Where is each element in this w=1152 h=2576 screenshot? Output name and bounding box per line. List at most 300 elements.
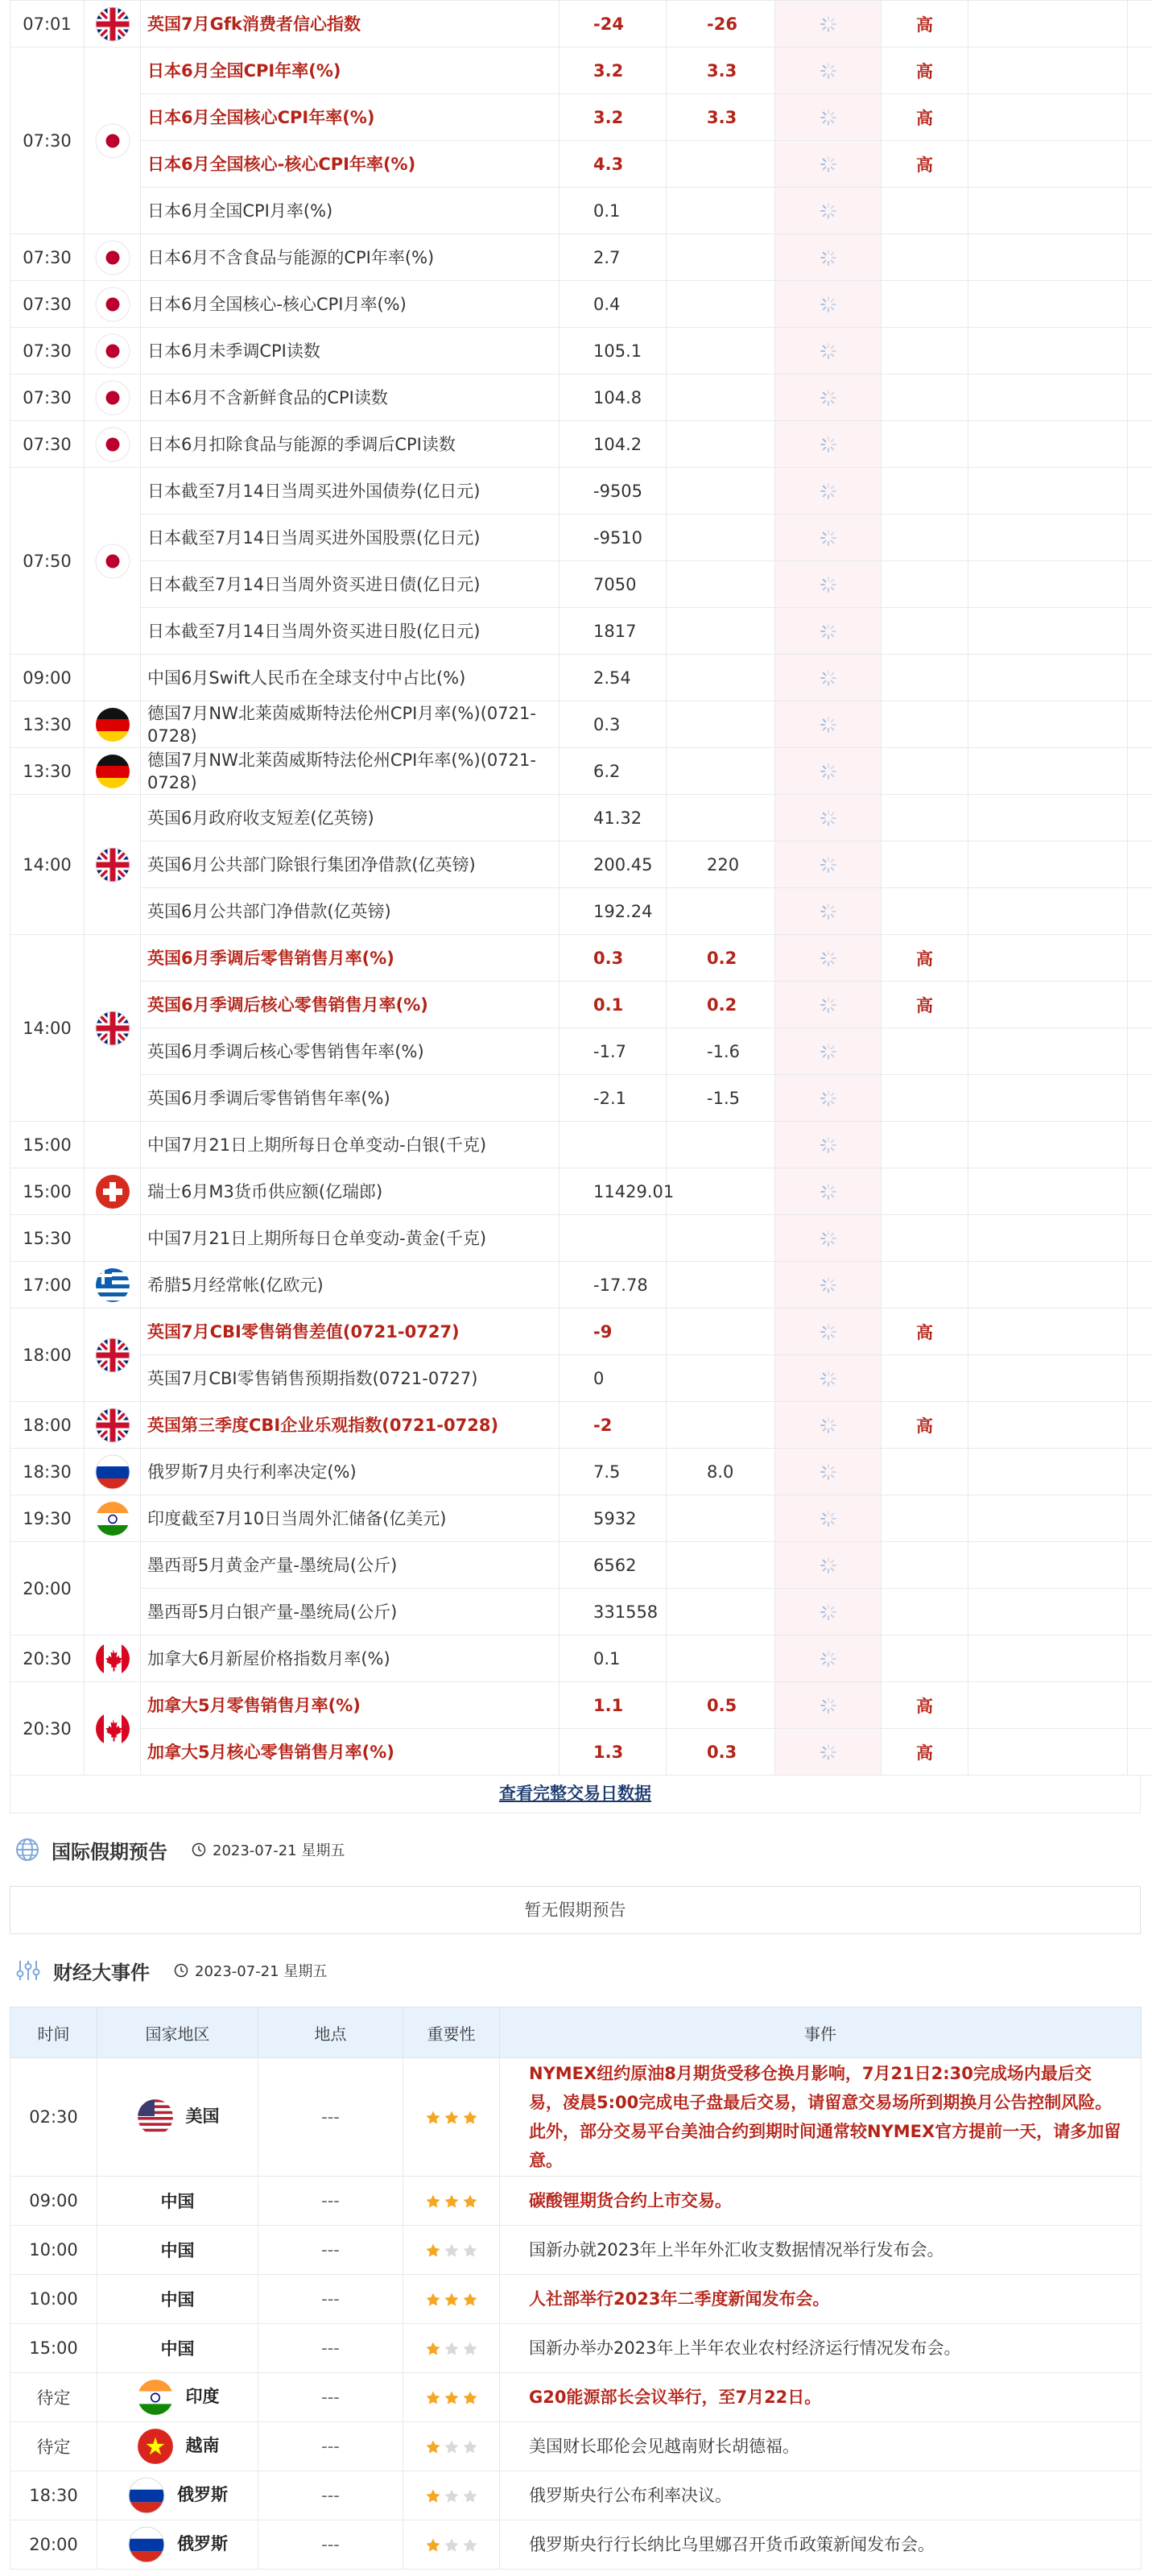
importance-stars xyxy=(425,2110,478,2126)
published-value xyxy=(775,1682,882,1729)
calendar-row xyxy=(10,374,1152,421)
previous-value: 104.8 xyxy=(559,374,667,421)
calendar-row xyxy=(10,141,1152,188)
chart-cell[interactable] xyxy=(1128,468,1152,515)
forecast-value xyxy=(667,655,775,701)
published-value xyxy=(775,1495,882,1542)
star-icon xyxy=(462,2243,478,2259)
calendar-row xyxy=(10,328,1152,374)
event-country xyxy=(97,2177,258,2226)
previous-value xyxy=(559,1215,667,1262)
importance-label xyxy=(882,1262,968,1309)
indicator-name[interactable]: 希腊5月经常帐(亿欧元) xyxy=(141,1262,559,1309)
published-value xyxy=(775,1262,882,1309)
previous-value: 104.2 xyxy=(559,421,667,468)
calendar-row xyxy=(10,935,1152,982)
indicator-name[interactable]: 英国7月Gfk消费者信心指数 xyxy=(141,1,559,48)
loading-icon xyxy=(819,341,838,361)
previous-value: 192.24 xyxy=(559,888,667,935)
event-description[interactable]: 碳酸锂期货合约上市交易。 xyxy=(500,2177,1142,2226)
loading-icon xyxy=(819,201,838,221)
chart-cell[interactable] xyxy=(1128,748,1152,795)
importance-label xyxy=(882,468,968,515)
chart-cell[interactable] xyxy=(1128,701,1152,748)
indicator-name[interactable]: 英国7月CBI零售销售差值(0721-0727) xyxy=(141,1309,559,1355)
flag-uk-icon xyxy=(94,854,131,874)
country-flag xyxy=(85,1495,141,1542)
previous-value: 0.1 xyxy=(559,188,667,234)
indicator-name[interactable]: 中国6月Swift人民币在全球支付中占比(%) xyxy=(141,655,559,701)
chart-cell[interactable] xyxy=(1128,48,1152,94)
chart-cell[interactable] xyxy=(1128,888,1152,935)
chart-cell[interactable] xyxy=(1128,515,1152,561)
interpretation-cell xyxy=(968,795,1128,841)
chart-cell[interactable] xyxy=(1128,1,1152,48)
forecast-value xyxy=(667,141,775,188)
event-time: 18:00 xyxy=(10,1309,85,1402)
chart-cell[interactable] xyxy=(1128,935,1152,982)
chart-cell[interactable] xyxy=(1128,1635,1152,1682)
event-description[interactable]: G20能源部长会议举行，至7月22日。 xyxy=(500,2373,1142,2422)
previous-value: -9 xyxy=(559,1309,667,1355)
calendar-row xyxy=(10,1,1152,48)
events-title: 财经大事件 xyxy=(53,1961,150,1984)
previous-value: 41.32 xyxy=(559,795,667,841)
importance-label xyxy=(882,1122,968,1168)
indicator-name[interactable]: 瑞士6月M3货币供应额(亿瑞郎) xyxy=(141,1168,559,1215)
country-flag xyxy=(85,1635,141,1682)
event-place: --- xyxy=(258,2324,403,2373)
indicator-name[interactable]: 中国7月21日上期所每日仓单变动-黄金(千克) xyxy=(141,1215,559,1262)
indicator-name[interactable]: 墨西哥5月白银产量-墨统局(公斤) xyxy=(141,1589,559,1635)
flag-japan-icon xyxy=(94,130,131,150)
calendar-row xyxy=(10,188,1152,234)
chart-cell[interactable] xyxy=(1128,281,1152,328)
calendar-row xyxy=(10,1075,1152,1122)
indicator-name[interactable]: 日本截至7月14日当周买进外国债券(亿日元) xyxy=(141,468,559,515)
previous-value: 0 xyxy=(559,1355,667,1402)
chart-cell[interactable] xyxy=(1128,1262,1152,1309)
chart-cell[interactable] xyxy=(1128,795,1152,841)
indicator-name[interactable]: 日本6月全国核心CPI年率(%) xyxy=(141,94,559,141)
chart-cell[interactable] xyxy=(1128,841,1152,888)
published-value xyxy=(775,655,882,701)
loading-icon xyxy=(819,995,838,1015)
forecast-value xyxy=(667,188,775,234)
star-icon xyxy=(444,2537,460,2553)
calendar-row xyxy=(10,841,1152,888)
loading-icon xyxy=(819,435,838,454)
calendar-row xyxy=(10,1542,1152,1589)
chart-cell[interactable] xyxy=(1128,421,1152,468)
calendar-row xyxy=(10,1262,1152,1309)
chart-cell[interactable] xyxy=(1128,141,1152,188)
country-flag xyxy=(85,1,141,48)
chart-cell[interactable] xyxy=(1128,1028,1152,1075)
published-value xyxy=(775,1168,882,1215)
loading-icon xyxy=(819,808,838,828)
chart-cell[interactable] xyxy=(1128,1355,1152,1402)
interpretation-cell xyxy=(968,188,1128,234)
chart-cell[interactable] xyxy=(1128,1215,1152,1262)
indicator-name[interactable]: 印度截至7月10日当周外汇储备(亿美元) xyxy=(141,1495,559,1542)
calendar-row xyxy=(10,795,1152,841)
published-value xyxy=(775,1355,882,1402)
star-icon xyxy=(462,2488,478,2504)
indicator-name[interactable]: 加拿大5月零售销售月率(%) xyxy=(141,1682,559,1729)
indicator-name[interactable]: 英国6月季调后零售销售月率(%) xyxy=(141,935,559,982)
indicator-name[interactable]: 日本6月全国核心-核心CPI年率(%) xyxy=(141,141,559,188)
events-section-header xyxy=(10,1934,1141,2007)
importance-label xyxy=(882,188,968,234)
previous-value: 3.2 xyxy=(559,48,667,94)
event-description[interactable]: 美国财长耶伦会见越南财长胡德福。 xyxy=(500,2422,1142,2471)
event-country xyxy=(97,2058,258,2177)
indicator-name[interactable]: 英国6月公共部门净借款(亿英镑) xyxy=(141,888,559,935)
previous-value: 7050 xyxy=(559,561,667,608)
previous-value: 3.2 xyxy=(559,94,667,141)
event-importance xyxy=(403,2324,500,2373)
country-name: 中国 xyxy=(160,2192,195,2211)
loading-icon xyxy=(819,1182,838,1201)
country-flag xyxy=(85,935,141,1122)
forecast-value: 220 xyxy=(667,841,775,888)
chart-cell[interactable] xyxy=(1128,1122,1152,1168)
previous-value: 6562 xyxy=(559,1542,667,1589)
event-time: 07:50 xyxy=(10,468,85,655)
calendar-row xyxy=(10,701,1152,748)
indicator-name[interactable]: 英国6月季调后核心零售销售月率(%) xyxy=(141,982,559,1028)
view-full-data-link[interactable]: 查看完整交易日数据 xyxy=(10,1776,1141,1813)
indicator-name[interactable]: 俄罗斯7月央行利率决定(%) xyxy=(141,1449,559,1495)
event-importance xyxy=(403,2471,500,2520)
forecast-value xyxy=(667,421,775,468)
star-icon xyxy=(425,2243,441,2259)
published-value xyxy=(775,1075,882,1122)
country-flag xyxy=(85,328,141,374)
event-country xyxy=(97,2324,258,2373)
chart-cell[interactable] xyxy=(1128,1168,1152,1215)
event-country xyxy=(97,2520,258,2570)
indicator-name[interactable]: 加拿大5月核心零售销售月率(%) xyxy=(141,1729,559,1776)
published-value xyxy=(775,982,882,1028)
interpretation-cell xyxy=(968,841,1128,888)
event-time: 02:30 xyxy=(10,2058,97,2177)
indicator-name[interactable]: 中国7月21日上期所每日仓单变动-白银(千克) xyxy=(141,1122,559,1168)
chart-cell[interactable] xyxy=(1128,1729,1152,1776)
importance-label: 高 xyxy=(882,94,968,141)
loading-icon xyxy=(819,1509,838,1528)
importance-label xyxy=(882,515,968,561)
star-icon xyxy=(462,2537,478,2553)
event-description[interactable]: NYMEX纽约原油8月期货受移仓换月影响，7月21日2:30完成场内最后交易，凌晨5:00完成电子盘最后交易，请留意交易场所到期换月公告控制风险。此外，部分交易平台美油合约到期时间通常较NYMEX官方提前一天，请多加留意。 xyxy=(500,2058,1142,2177)
indicator-name[interactable]: 日本截至7月14日当周外资买进日股(亿日元) xyxy=(141,608,559,655)
economic-calendar-table xyxy=(10,0,1152,1776)
calendar-row xyxy=(10,1495,1152,1542)
event-place: --- xyxy=(258,2226,403,2275)
header-event: 事件 xyxy=(500,2007,1142,2058)
published-value xyxy=(775,141,882,188)
country-flag xyxy=(85,1168,141,1215)
importance-label xyxy=(882,608,968,655)
importance-stars xyxy=(425,2341,478,2357)
calendar-row xyxy=(10,1729,1152,1776)
forecast-value: 8.0 xyxy=(667,1449,775,1495)
previous-value: 6.2 xyxy=(559,748,667,795)
forecast-value xyxy=(667,1495,775,1542)
loading-icon xyxy=(819,1743,838,1762)
event-importance xyxy=(403,2226,500,2275)
loading-icon xyxy=(819,1369,838,1388)
published-value xyxy=(775,1028,882,1075)
forecast-value xyxy=(667,1402,775,1449)
loading-icon xyxy=(819,1462,838,1482)
chart-cell[interactable] xyxy=(1128,1402,1152,1449)
country-flag xyxy=(85,1309,141,1402)
importance-label: 高 xyxy=(882,1729,968,1776)
indicator-name[interactable]: 日本6月不含食品与能源的CPI年率(%) xyxy=(141,234,559,281)
indicator-name[interactable]: 日本6月扣除食品与能源的季调后CPI读数 xyxy=(141,421,559,468)
event-time: 19:30 xyxy=(10,1495,85,1542)
importance-label xyxy=(882,1075,968,1122)
published-value xyxy=(775,1309,882,1355)
importance-label xyxy=(882,841,968,888)
forecast-value xyxy=(667,1635,775,1682)
interpretation-cell xyxy=(968,1309,1128,1355)
published-value xyxy=(775,1215,882,1262)
loading-icon xyxy=(819,622,838,641)
forecast-value xyxy=(667,1589,775,1635)
chart-cell[interactable] xyxy=(1128,234,1152,281)
country-flag xyxy=(85,234,141,281)
loading-icon xyxy=(819,902,838,921)
event-country xyxy=(97,2373,258,2422)
forecast-value: -1.6 xyxy=(667,1028,775,1075)
event-time: 07:30 xyxy=(10,421,85,468)
loading-icon xyxy=(819,715,838,734)
indicator-name[interactable]: 英国6月季调后核心零售销售年率(%) xyxy=(141,1028,559,1075)
calendar-row xyxy=(10,655,1152,701)
event-time: 07:30 xyxy=(10,281,85,328)
interpretation-cell xyxy=(968,1729,1128,1776)
event-time: 07:30 xyxy=(10,48,85,234)
holiday-section-header xyxy=(10,1813,1141,1886)
importance-label xyxy=(882,1449,968,1495)
loading-icon xyxy=(819,949,838,968)
published-value xyxy=(775,1,882,48)
importance-label xyxy=(882,328,968,374)
importance-label: 高 xyxy=(882,1,968,48)
star-icon xyxy=(425,2390,441,2406)
indicator-name[interactable]: 日本6月全国CPI年率(%) xyxy=(141,48,559,94)
chart-cell[interactable] xyxy=(1128,561,1152,608)
event-time: 13:30 xyxy=(10,748,85,795)
indicator-name[interactable]: 英国6月公共部门除银行集团净借款(亿英镑) xyxy=(141,841,559,888)
indicator-name[interactable]: 德国7月NW北莱茵威斯特法伦州CPI年率(%)(0721-0728) xyxy=(141,748,559,795)
forecast-value xyxy=(667,515,775,561)
published-value xyxy=(775,421,882,468)
star-icon xyxy=(444,2341,460,2357)
importance-label xyxy=(882,701,968,748)
event-importance xyxy=(403,2520,500,2570)
importance-label: 高 xyxy=(882,48,968,94)
event-description[interactable]: 俄罗斯央行行长纳比乌里娜召开货币政策新闻发布会。 xyxy=(500,2520,1142,2570)
interpretation-cell xyxy=(968,1122,1128,1168)
event-time: 20:00 xyxy=(10,1542,85,1635)
event-importance xyxy=(403,2275,500,2324)
event-row xyxy=(10,2177,1142,2226)
event-description[interactable]: 国新办举办2023年上半年农业农村经济运行情况发布会。 xyxy=(500,2324,1142,2373)
importance-label xyxy=(882,1635,968,1682)
flag-russia-icon xyxy=(127,2485,177,2504)
chart-cell[interactable] xyxy=(1128,188,1152,234)
interpretation-cell xyxy=(968,1168,1128,1215)
chart-cell[interactable] xyxy=(1128,982,1152,1028)
interpretation-cell xyxy=(968,1682,1128,1729)
flag-uk-icon xyxy=(94,1345,131,1364)
calendar-row xyxy=(10,1589,1152,1635)
indicator-name[interactable]: 英国6月政府收支短差(亿英镑) xyxy=(141,795,559,841)
country-name: 中国 xyxy=(160,2339,195,2359)
calendar-row xyxy=(10,1449,1152,1495)
star-icon xyxy=(425,2110,441,2126)
chart-cell[interactable] xyxy=(1128,374,1152,421)
forecast-value xyxy=(667,608,775,655)
loading-icon xyxy=(819,482,838,501)
calendar-row xyxy=(10,48,1152,94)
interpretation-cell xyxy=(968,1635,1128,1682)
chart-cell[interactable] xyxy=(1128,1449,1152,1495)
loading-icon xyxy=(819,14,838,34)
indicator-name[interactable]: 德国7月NW北莱茵威斯特法伦州CPI月率(%)(0721-0728) xyxy=(141,701,559,748)
loading-icon xyxy=(819,1696,838,1715)
event-time: 18:00 xyxy=(10,1402,85,1449)
interpretation-cell xyxy=(968,141,1128,188)
calendar-row xyxy=(10,468,1152,515)
indicator-name[interactable]: 英国7月CBI零售销售预期指数(0721-0727) xyxy=(141,1355,559,1402)
indicator-name[interactable]: 英国6月季调后零售销售年率(%) xyxy=(141,1075,559,1122)
star-icon xyxy=(444,2194,460,2210)
previous-value: -9510 xyxy=(559,515,667,561)
previous-value: -9505 xyxy=(559,468,667,515)
calendar-row xyxy=(10,1122,1152,1168)
event-description[interactable]: 俄罗斯央行公布利率决议。 xyxy=(500,2471,1142,2520)
loading-icon xyxy=(819,1416,838,1435)
published-value xyxy=(775,374,882,421)
forecast-value xyxy=(667,374,775,421)
event-time: 15:00 xyxy=(10,1168,85,1215)
calendar-row xyxy=(10,1355,1152,1402)
importance-label xyxy=(882,1495,968,1542)
flag-russia-icon xyxy=(127,2534,177,2553)
forecast-value: 0.2 xyxy=(667,935,775,982)
flag-india-icon xyxy=(136,2387,186,2406)
published-value xyxy=(775,935,882,982)
events-header-row xyxy=(10,2007,1142,2058)
importance-label xyxy=(882,1355,968,1402)
chart-cell[interactable] xyxy=(1128,94,1152,141)
previous-value: 1.3 xyxy=(559,1729,667,1776)
interpretation-cell xyxy=(968,935,1128,982)
header-place: 地点 xyxy=(258,2007,403,2058)
indicator-name[interactable]: 日本6月不含新鲜食品的CPI读数 xyxy=(141,374,559,421)
interpretation-cell xyxy=(968,1355,1128,1402)
event-time: 14:00 xyxy=(10,795,85,935)
country-flag xyxy=(85,1402,141,1449)
chart-cell[interactable] xyxy=(1128,1542,1152,1589)
chart-cell[interactable] xyxy=(1128,608,1152,655)
event-row xyxy=(10,2324,1142,2373)
country-flag xyxy=(85,1215,141,1262)
event-time: 20:30 xyxy=(10,1682,85,1776)
loading-icon xyxy=(819,248,838,267)
event-time: 07:30 xyxy=(10,234,85,281)
star-icon xyxy=(444,2243,460,2259)
flag-japan-icon xyxy=(94,551,131,570)
chart-cell[interactable] xyxy=(1128,1075,1152,1122)
indicator-name[interactable]: 日本截至7月14日当周买进外国股票(亿日元) xyxy=(141,515,559,561)
chart-cell[interactable] xyxy=(1128,1495,1152,1542)
indicator-name[interactable]: 日本6月全国核心-核心CPI月率(%) xyxy=(141,281,559,328)
chart-cell[interactable] xyxy=(1128,1682,1152,1729)
published-value xyxy=(775,328,882,374)
star-icon xyxy=(462,2194,478,2210)
interpretation-cell xyxy=(968,94,1128,141)
flag-canada-icon xyxy=(94,1648,131,1668)
interpretation-cell xyxy=(968,1402,1128,1449)
event-importance xyxy=(403,2177,500,2226)
event-row xyxy=(10,2275,1142,2324)
event-description[interactable]: 国新办就2023年上半年外汇收支数据情况举行发布会。 xyxy=(500,2226,1142,2275)
loading-icon xyxy=(819,1556,838,1575)
country-flag xyxy=(85,1682,141,1776)
previous-value: 4.3 xyxy=(559,141,667,188)
forecast-value xyxy=(667,468,775,515)
previous-value: 1817 xyxy=(559,608,667,655)
indicator-name[interactable]: 墨西哥5月黄金产量-墨统局(公斤) xyxy=(141,1542,559,1589)
forecast-value xyxy=(667,1355,775,1402)
published-value xyxy=(775,608,882,655)
indicator-name[interactable]: 日本6月未季调CPI读数 xyxy=(141,328,559,374)
loading-icon xyxy=(819,528,838,548)
country-name: 美国 xyxy=(185,2107,220,2126)
importance-label xyxy=(882,421,968,468)
forecast-value xyxy=(667,1122,775,1168)
indicator-name[interactable]: 日本6月全国CPI月率(%) xyxy=(141,188,559,234)
loading-icon xyxy=(819,668,838,688)
indicator-name[interactable]: 英国第三季度CBI企业乐观指数(0721-0728) xyxy=(141,1402,559,1449)
flag-japan-icon xyxy=(94,387,131,407)
chart-cell[interactable] xyxy=(1128,1589,1152,1635)
event-time: 14:00 xyxy=(10,935,85,1122)
chart-cell[interactable] xyxy=(1128,328,1152,374)
indicator-name[interactable]: 日本截至7月14日当周外资买进日债(亿日元) xyxy=(141,561,559,608)
calendar-row xyxy=(10,1215,1152,1262)
published-value xyxy=(775,1402,882,1449)
loading-icon xyxy=(819,61,838,81)
importance-label: 高 xyxy=(882,982,968,1028)
loading-icon xyxy=(819,1229,838,1248)
flag-germany-icon xyxy=(94,761,131,780)
events-table xyxy=(10,2007,1142,2570)
indicator-name[interactable]: 加拿大6月新屋价格指数月率(%) xyxy=(141,1635,559,1682)
chart-cell[interactable] xyxy=(1128,1309,1152,1355)
event-description[interactable]: 人社部举行2023年二季度新闻发布会。 xyxy=(500,2275,1142,2324)
importance-label xyxy=(882,748,968,795)
forecast-value xyxy=(667,1309,775,1355)
chart-cell[interactable] xyxy=(1128,655,1152,701)
interpretation-cell xyxy=(968,1,1128,48)
